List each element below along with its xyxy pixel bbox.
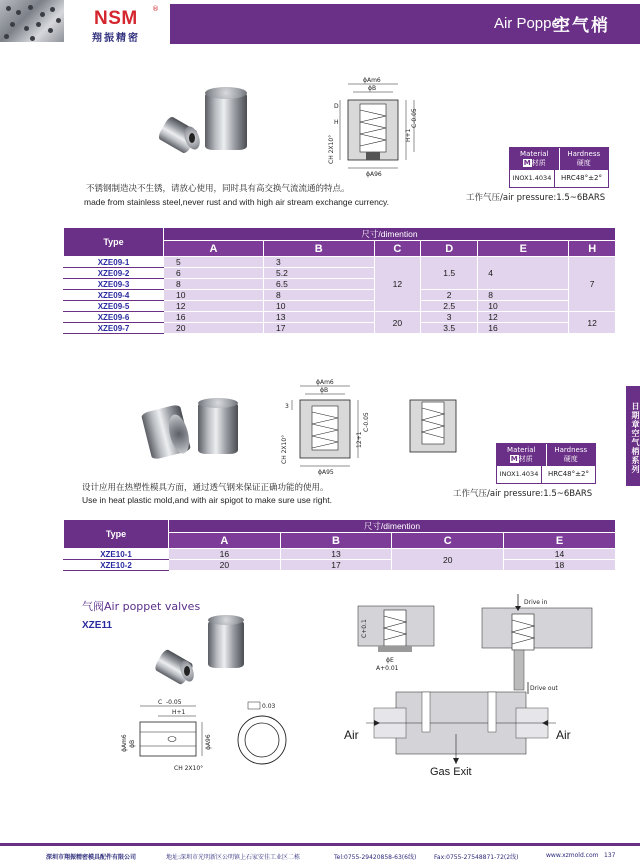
xze10-air-pressure: 工作气压/air pressure:1.5~6BARS [453,489,593,499]
dim-label-am6: ϕAm6 [316,379,334,386]
table-row: XZE10-2 20 17 18 [64,560,616,571]
col-header-b: B [280,533,392,549]
dim-label-h: H [334,119,339,126]
dim-label-tolerance: 0.03 [262,703,276,710]
dim-label-ch: CH 2X10° [174,765,204,772]
dim-label-h1: H+1 [405,128,412,142]
dim-label-b: ϕB [320,387,329,394]
brand-logo [66,2,170,44]
table-type-header: Type [64,228,164,257]
brand-name: NSM [94,8,138,29]
air-inlet-label-right: Air [556,728,571,742]
col-header-c: C [392,533,504,549]
xze11-side-drawing [118,696,228,776]
col-header-h: H [569,241,616,257]
page-header [0,0,640,46]
xze10-description-en: Use in heat plastic mold,and with air spigot to make sure use right. [82,495,332,505]
table-row: XZE09-1 5 3 12 1.5 4 7 [64,257,616,268]
col-header-e: E [504,533,616,549]
air-inlet-label-left: Air [344,728,359,742]
table-dimension-header: 尺寸/dimention [169,520,616,533]
xze09-material-box [509,147,609,188]
dim-label-3: 3 [285,403,289,410]
footer-tel: Tel:0755-29420858-63(6线) [334,854,417,861]
table-row: XZE09-3 8 6.5 [64,279,616,290]
col-header-a: A [164,241,264,257]
drive-out-label: Drive out [530,685,558,692]
dim-label-b: ϕB [129,739,136,748]
material-header: Material M材质 [497,444,547,466]
dim-label-am6: ϕAm6 [363,77,381,84]
xze09-technical-drawing [320,72,430,182]
page-title-en: Air Poppet [493,15,564,32]
footer-fax: Fax:0755-27548871-72(2线) [434,854,519,861]
dim-label-a95: ϕA95 [318,469,334,476]
hardness-value: HRC48°±2° [561,174,602,182]
dim-label-am6: ϕAm6 [121,734,128,752]
xze09-description-en: made from stainless steel,never rust and with high air stream exchange currency. [84,197,390,207]
dim-label-c: C-0.05 [363,412,370,432]
gas-exit-label: Gas Exit [430,766,472,778]
dim-label-c: C-0.05 [411,108,418,128]
dim-label-d: D [334,103,339,110]
air-poppet-valves-heading: 气阀Air poppet valves [82,600,201,613]
xze09-dimension-table [63,227,616,334]
drive-in-label: Drive in [524,599,548,606]
col-header-b: B [264,241,375,257]
page-footer [0,843,640,864]
dim-label-c-tolerance: -0.05 [166,699,182,706]
brand-registered-mark: ® [152,5,159,13]
table-row: XZE09-2 6 5.2 [64,268,616,279]
footer-website[interactable]: www.xzmold.com [546,852,599,859]
col-header-d: D [421,241,478,257]
dim-label-b: ϕB [368,85,377,92]
table-row: XZE09-5 12 10 2.5 10 [64,301,616,312]
dim-label-a: A+0.01 [376,665,399,672]
table-row: XZE09-6 16 13 20 3 12 12 [64,312,616,323]
col-header-a: A [169,533,281,549]
table-row: XZE09-4 10 8 2 8 [64,290,616,301]
table-row: XZE09-7 20 17 3.5 16 [64,323,616,334]
hardness-header: Hardness 硬度 [567,150,601,167]
hardness-value: HRC48°±2° [548,470,589,478]
dim-label-ch: CH 2X10° [281,434,288,464]
xze10-material-box [496,443,596,484]
material-value: INOX1.4034 [510,170,555,187]
xze10-description-cn: 设计应用在热塑性模具方面，通过透气钢来保证正确功能的使用。 [82,483,329,493]
xze11-installation-diagram [340,594,610,784]
xze09-air-pressure: 工作气压/air pressure:1.5~6BARS [466,193,606,203]
page-title-cn: 空气梢 [553,16,610,36]
material-header: Material M材质 [510,148,560,170]
material-value: INOX1.4034 [497,466,542,483]
footer-page-number: 137 [604,852,616,859]
header-product-photo [0,0,64,42]
col-header-e: E [478,241,569,257]
dim-label-a96: ϕA96 [205,734,212,750]
xze11-end-view-drawing [232,700,298,766]
xze11-model-label: XZE11 [82,620,113,631]
footer-company: 深圳市翔振精密模具配件有限公司 [46,854,137,861]
col-header-c: C [374,241,421,257]
table-type-header: Type [64,520,169,549]
dim-label-c: C [158,699,163,706]
dim-label-h1: H+1 [172,709,186,716]
dim-label-ch: CH 2X10° [328,134,335,164]
dim-label-a96: ϕA96 [366,171,382,178]
dim-label-e: ϕE [386,657,394,664]
footer-address: 地址:深圳市光明新区公明镇上石家安佳工业区二栋 [166,854,301,861]
dim-label-h1: 12+1 [356,431,363,448]
xze10-technical-drawing [270,378,466,478]
xze10-dimension-table [63,519,616,571]
table-dimension-header: 尺寸/dimention [164,228,616,241]
table-row: XZE10-1 16 13 20 14 [64,549,616,560]
dim-label-c-plus: C+0.1 [361,619,368,638]
hardness-header: Hardness 硬度 [554,446,588,463]
brand-name-cn: 翔振精密 [92,33,140,44]
chapter-side-tab: 日期章空气梢系列 [626,386,640,486]
xze09-description-cn: 不锈钢制造决不生锈，请放心使用，同时具有高交换气流流通的特点。 [86,184,350,194]
